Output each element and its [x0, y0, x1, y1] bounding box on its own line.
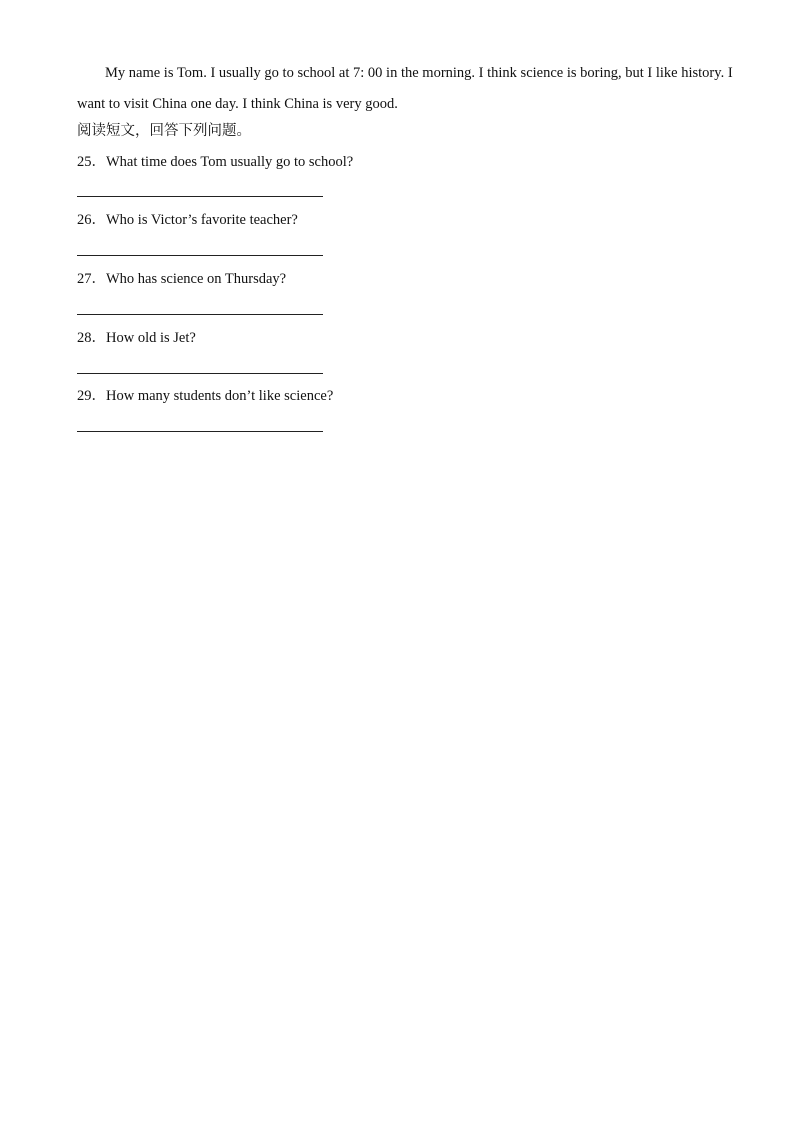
- question-text: How old is Jet?: [106, 330, 196, 346]
- question-text: How many students don’t like science?: [106, 388, 334, 404]
- question-25: [77, 151, 353, 173]
- answer-line-26[interactable]: [77, 255, 323, 256]
- answer-line-25[interactable]: [77, 196, 323, 197]
- question-number: 29．: [77, 388, 106, 404]
- question-number: 26．: [77, 212, 106, 228]
- answer-line-29[interactable]: [77, 431, 323, 432]
- question-26: [77, 209, 298, 231]
- question-28: [77, 327, 196, 349]
- answer-line-28[interactable]: [77, 373, 323, 374]
- question-text: What time does Tom usually go to school?: [106, 154, 354, 170]
- question-number: 27．: [77, 271, 106, 287]
- question-text: Who is Victor’s favorite teacher?: [106, 212, 298, 228]
- question-27: [77, 268, 286, 290]
- question-text: Who has science on Thursday?: [106, 271, 287, 287]
- question-number: 28．: [77, 330, 106, 346]
- instruction-text: 阅读短文，回答下列问题。: [77, 123, 251, 139]
- reading-passage: My name is Tom. I usually go to school at 7: 00 in the morning. I think science is boring, but I like history. I want to visit China one day. I think China is very good.: [77, 65, 733, 112]
- question-number: 25．: [77, 154, 106, 170]
- answer-line-27[interactable]: [77, 314, 323, 315]
- question-29: [77, 385, 333, 407]
